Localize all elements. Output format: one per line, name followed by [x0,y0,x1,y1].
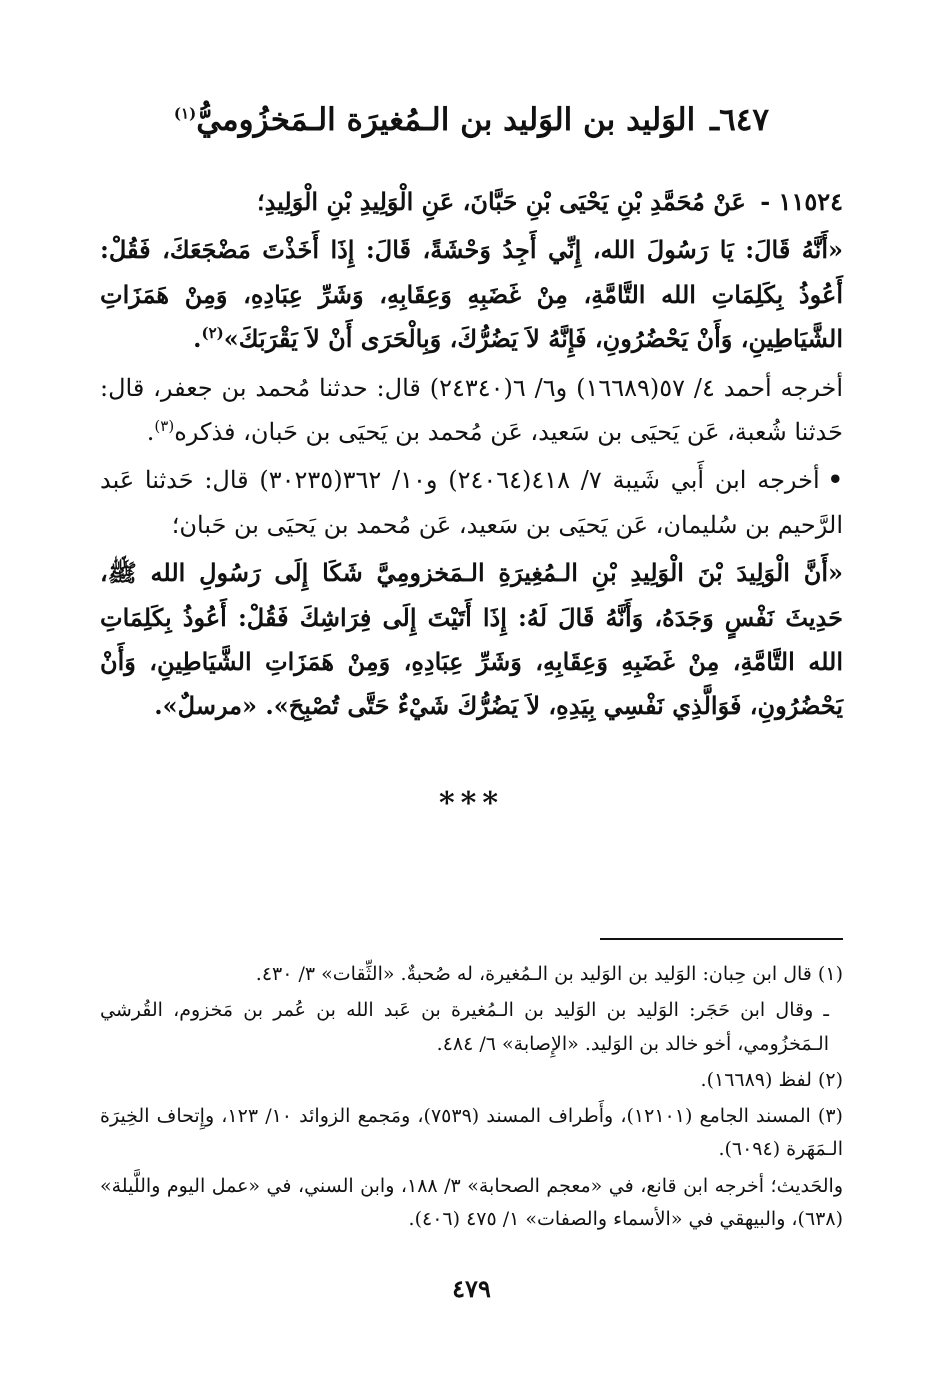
footnote-divider [600,938,843,940]
book-page [100,0,843,1384]
section-number: ٦٤٧ـ [710,102,770,138]
takhrij-ibn-abi-shayba [100,458,843,547]
takhrij-ahmad-text: أخرجه أحمد ٤/ ٥٧(١٦٦٨٩) و٦/ ٦(٢٤٣٤٠) قال: حدثنا مُحمد بن جعفر، قال: حَدثنا شُعبة، عَن يَحيَى بن سَعيد، عَن مُحمد بن يَحيَى بن حَبان، فذكره [100,373,844,446]
hadith-isnad [100,180,843,224]
footnote-ref-3: (٣) [154,416,175,435]
main-text [100,180,843,733]
section-title [100,100,843,140]
footnote-3-continued: والحَديث؛ أخرجه ابن قانع، في «معجم الصحابة» ٣/ ١٨٨، وابن السني، في «عمل اليوم واللَّيلة» (٦٣٨)، والبيهقي في «الأسماء والصفات» ١/ ٤٧٥ (٤٠٦). [100,1174,844,1230]
footnote-3: (٣) المسند الجامع (١٢١٠١)، وأَطراف المسند (٧٥٣٩)، ومَجمع الزوائد ١٠/ ١٢٣، وإِتحاف الخِيرَة الـمَهَرة (٦٠٩٤). [100,1105,843,1161]
hadith-matn-2 [100,551,843,729]
hadith-matn: «أَنَّهُ قَالَ: يَا رَسُولَ الله، إِنِّي أَجِدُ وَحْشَةً، قَالَ: إِذَا أَخَذْتَ مَضْجَعَكَ، فَقُلْ: أَعُوذُ بِكَلِمَاتِ الله التَّامَّةِ، مِنْ غَضَبِهِ وَعِقَابِهِ، وَشَرِّ عِبَادِهِ، وَمِنْ هَمَزَاتِ الشَّيَاطِينِ، وَأَنْ يَحْضُرُونِ، فَإِنَّهُ لاَ يَضُرُّكَ، وَبِالْحَرَى أَنْ لاَ يَقْرَبَكَ»$^{(٢)}$. [100,235,843,354]
hadith-matn-text: «أَنَّهُ قَالَ: يَا رَسُولَ الله، إِنِّي أَجِدُ وَحْشَةً، قَالَ: إِذَا أَخَذْتَ مَضْجَعَكَ، فَقُلْ: أَعُوذُ بِكَلِمَاتِ الله التَّامَّةِ، مِنْ غَضَبِهِ وَعِقَابِهِ، وَشَرِّ عِبَادِهِ، وَمِنْ هَمَزَاتِ الشَّيَاطِينِ، وَأَنْ يَحْضُرُونِ، فَإِنَّهُ لاَ يَضُرُّكَ، وَبِالْحَرَى أَنْ لاَ يَقْرَبَكَ» [100,235,843,354]
footnote-1-continued: ـ وقال ابن حَجَر: الوَليد بن الوَليد بن الـمُغيرة بن عَبد الله بن عُمر بن مَخزوم، القُرشي الـمَخزُومي، أخو خالد بن الوَليد. «الإِصابة» ٦/ ٤٨٤. [100,999,829,1055]
footnotes [100,958,843,1239]
section-separator: *** [438,786,505,821]
bullet-icon: • [827,465,843,495]
footnote-2: (٢) لفظ (١٦٦٨٩). [700,1068,843,1091]
footnote-1: (١) قال ابن حِبان: الوَليد بن الوَليد بن الـمُغيرة، له صُحبةٌ. «الثِّقات» ٣/ ٤٣٠. [255,963,843,985]
footnote-ref-2: (٢) [201,324,224,343]
hadith-number: ١١٥٢٤ - [760,187,843,216]
takhrij-ahmad-end: . [146,417,155,446]
page-number: ٤٧٩ [452,1274,491,1303]
hadith-matn-2-text: «أَنَّ الْوَلِيدَ بْنَ الْوَلِيدِ بْنِ الـمُغِيرَةِ الـمَخزومِيَّ شَكَا إِلَى رَسُولِ الله ﷺ، حَدِيثَ نَفْسٍ وَجَدَهُ، وَأَنَّهُ قَالَ لَهُ: إِذَا أَتَيْتَ إِلَى فِرَاشِكَ فَقُلْ: أَعُوذُ بِكَلِمَاتِ الله التَّامَّةِ، مِنْ غَضَبِهِ وَعِقَابِهِ، وَشَرِّ عِبَادِهِ، وَمِنْ هَمَزَاتِ الشَّيَاطِينِ، وَأَنْ يَحْضُرُونِ، فَوَالَّذِي نَفْسِي بِيَدِهِ، لاَ يَضُرُّكَ شَيْءٌ حَتَّى تُصْبِحَ». «مرسلٌ». [100,558,844,721]
hadith-isnad-text: عَنْ مُحَمَّدِ بْنِ يَحْيَى بْنِ حَبَّانَ، عَنِ الْوَلِيدِ بْنِ الْوَلِيدِ؛ [256,187,746,216]
takhrij-ahmad [100,366,843,455]
section-title-text: الوَليد بن الوَليد بن الـمُغيرَة الـمَخزُوميُّ [196,102,696,138]
footnote-ref-1: (١) [173,104,197,123]
takhrij-ibn-abi-shayba-text: أخرجه ابن أَبي شَيبة ٧/ ٤١٨(٢٤٠٦٤) و١٠/ ٣٦٢(٣٠٢٣٥) قال: حَدثنا عَبد الرَّحيم بن سُليمان، عَن يَحيَى بن سَعيد، عَن مُحمد بن يَحيَى بن حَبان؛ [100,466,843,539]
